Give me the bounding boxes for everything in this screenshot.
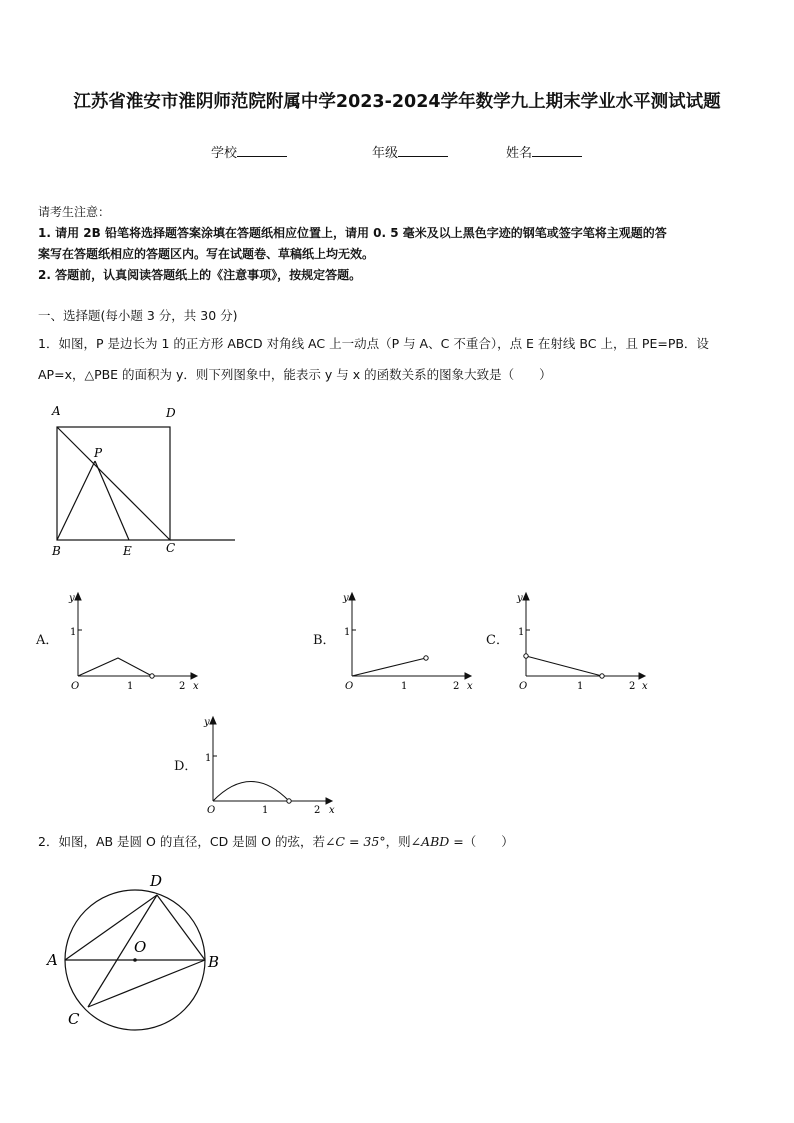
label-c: C: [68, 1010, 80, 1028]
x-axis-label: x: [329, 805, 335, 816]
label-p: P: [94, 446, 103, 460]
x-tick-1: 1: [262, 805, 269, 816]
x-tick-2: 2: [629, 681, 636, 692]
y-axis-label: y: [517, 593, 523, 604]
grade-label: 年级: [372, 146, 399, 161]
label-d: D: [166, 406, 176, 420]
x-axis-label: x: [193, 681, 199, 692]
q1-line-1: 1．如图，P 是边长为 1 的正方形 ABCD 对角线 AC 上一动点（P 与 A、C 不重合），点 E 在射线 BC 上，且 PE=PB．设: [38, 336, 709, 351]
origin-label: O: [345, 681, 354, 692]
label-e: E: [123, 544, 132, 558]
label-d: D: [150, 872, 163, 890]
label-c: C: [166, 541, 176, 555]
segment-pe: [95, 461, 129, 540]
center-point: [133, 958, 137, 962]
option-b-label[interactable]: B．: [313, 633, 336, 648]
y-tick-1: 1: [70, 627, 77, 638]
notice-line-2: 案写在答题纸相应的答题区内。写在试题卷、草稿纸上均无效。: [38, 247, 375, 261]
x-tick-1: 1: [401, 681, 408, 692]
name-label: 姓名: [506, 146, 533, 161]
option-a-graph[interactable]: [66, 588, 206, 693]
q2-line: [38, 832, 514, 850]
name-field: [506, 142, 582, 161]
segment-bc: [88, 960, 205, 1007]
grade-field: [372, 142, 448, 161]
x-axis-label: x: [467, 681, 473, 692]
option-d-graph[interactable]: [201, 712, 341, 817]
page-title: 江苏省淮安市淮阴师范院附属中学2023-2024学年数学九上期末学业水平测试试题: [73, 92, 721, 112]
chord-cd: [88, 895, 157, 1007]
name-blank[interactable]: [532, 144, 582, 157]
school-label: 学校: [211, 146, 238, 161]
y-axis-label: y: [204, 717, 210, 728]
q2-math-angle-abd: ∠ABD =: [410, 834, 464, 849]
diagonal-ac: [57, 427, 170, 540]
segment-bd: [157, 895, 205, 960]
option-b-graph[interactable]: [340, 588, 480, 693]
q2-text-pre: 2．如图，AB 是圆 O 的直径，CD 是圆 O 的弦，若: [38, 834, 325, 849]
section-heading: 一、选择题(每小题 3 分，共 30 分): [38, 308, 238, 323]
option-a-label[interactable]: A．: [36, 633, 59, 648]
y-tick-1: 1: [205, 753, 212, 764]
origin-label: O: [207, 805, 216, 816]
q2-math-angle-c: ∠C = 35°: [324, 834, 386, 849]
x-tick-1: 1: [127, 681, 134, 692]
grade-blank[interactable]: [398, 144, 448, 157]
label-a: A: [47, 951, 58, 969]
option-d-label[interactable]: D．: [174, 759, 198, 774]
notice-line-3: 2. 答题前，认真阅读答题纸上的《注意事项》，按规定答题。: [38, 268, 362, 282]
q2-text-mid: ，则: [385, 834, 411, 849]
q1-square-figure: [40, 400, 250, 560]
q1-line-2: AP=x，△PBE 的面积为 y．则下列图象中，能表示 y 与 x 的函数关系的图象大致是（ ）: [38, 367, 552, 382]
x-tick-2: 2: [453, 681, 460, 692]
option-c-label[interactable]: C．: [486, 633, 509, 648]
label-b: B: [52, 544, 61, 558]
origin-label: O: [519, 681, 528, 692]
label-b: B: [208, 953, 220, 971]
y-axis-label: y: [343, 593, 349, 604]
q2-text-post: （ ）: [463, 834, 514, 849]
notice-heading: 请考生注意：: [38, 205, 111, 219]
option-c-graph[interactable]: [514, 588, 654, 693]
x-tick-2: 2: [314, 805, 321, 816]
label-o: O: [134, 938, 147, 956]
school-field: [211, 142, 287, 161]
notice-line-1: 1. 请用 2B 铅笔将选择题答案涂填在答题纸相应位置上，请用 0. 5 毫米及以上黑色字迹的钢笔或签字笔将主观题的答: [38, 226, 667, 240]
label-a: A: [52, 404, 61, 418]
y-tick-1: 1: [344, 627, 351, 638]
x-tick-2: 2: [179, 681, 186, 692]
origin-label: O: [71, 681, 80, 692]
segment-bp: [57, 461, 95, 540]
q2-circle-figure: [40, 868, 240, 1033]
x-tick-1: 1: [577, 681, 584, 692]
y-axis-label: y: [69, 593, 75, 604]
school-blank[interactable]: [237, 144, 287, 157]
x-axis-label: x: [642, 681, 648, 692]
y-tick-1: 1: [518, 627, 525, 638]
